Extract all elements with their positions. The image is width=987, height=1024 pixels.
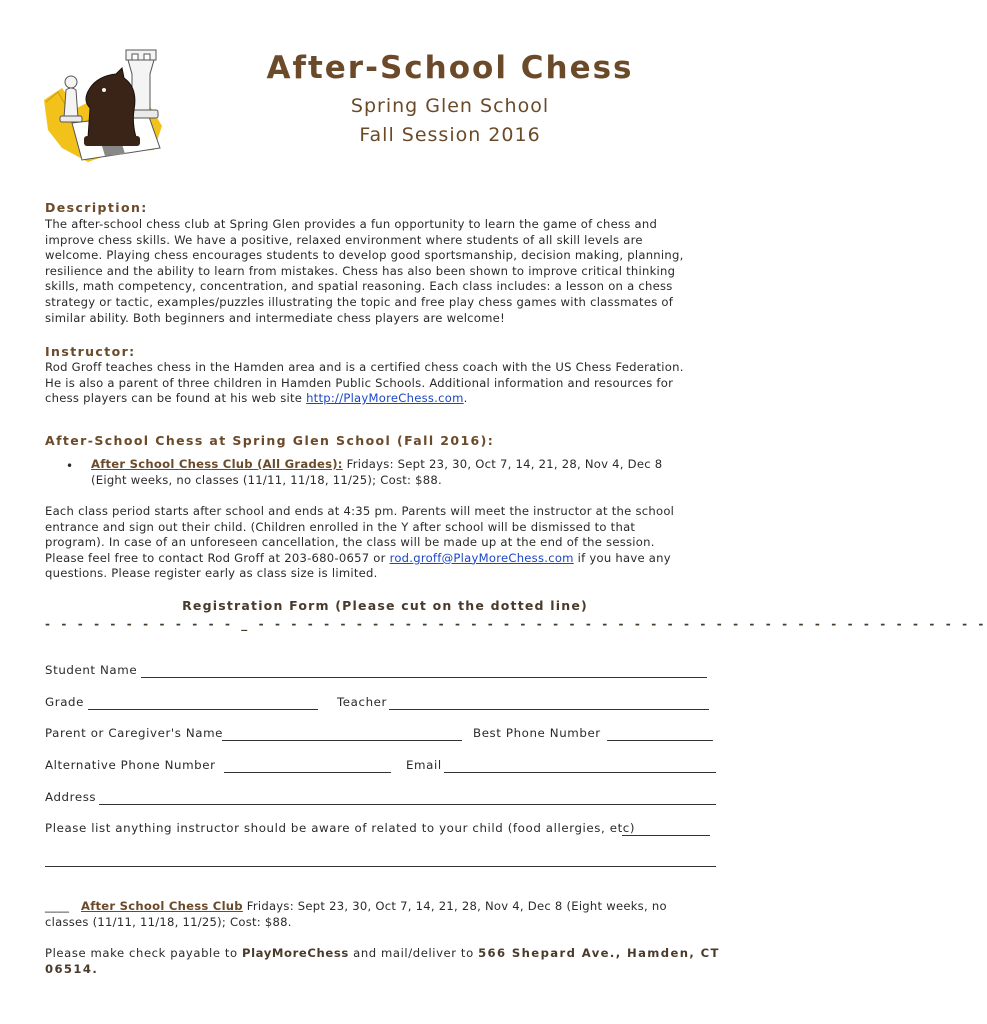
program-heading: After-School Chess at Spring Glen School (Fall 2016): (45, 433, 495, 448)
instructor-line-text: chess players can be found at his web site (45, 391, 307, 406)
student-name-label: Student Name (45, 663, 138, 677)
instructor-heading: Instructor: (45, 344, 136, 359)
best-phone-field[interactable] (607, 740, 713, 741)
description-line: The after-school chess club at Spring Glen provides a fun opportunity to learn the game of chess and (45, 217, 658, 231)
payee-name: PlayMoreChess (242, 946, 349, 960)
description-line: similar ability. Both beginners and intermediate chess players are welcome! (45, 310, 505, 325)
description-line: welcome. Playing chess encourages students to develop good sportsmanship, decision making, planning, (45, 248, 684, 263)
payment-text: Please make check payable to (45, 946, 243, 960)
parent-name-label: Parent or Caregiver's Name (45, 726, 224, 740)
signup-line: classes (11/11, 11/18, 11/25); Cost: $88. (45, 914, 292, 929)
mailing-zip: 06514. (45, 961, 99, 976)
description-heading: Description: (45, 200, 148, 215)
contact-text-end: if you have any (573, 550, 671, 565)
bullet-icon: • (66, 459, 74, 473)
website-link[interactable]: http://PlayMoreChess.com (306, 391, 464, 406)
email-field[interactable] (444, 772, 716, 773)
details-line: Each class period starts after school and ends at 4:35 pm. Parents will meet the instructor at the school (45, 504, 675, 518)
details-line: questions. Please register early as class size is limited. (45, 566, 378, 581)
instructor-notes-label: Please list anything instructor should be aware of related to your child (food allergies, etc) (45, 821, 636, 835)
parent-name-field[interactable] (222, 740, 462, 741)
teacher-label: Teacher (337, 695, 387, 709)
details-line: entrance and sign out their child. (Children enrolled in the Y after school will be dismissed to that (45, 519, 636, 534)
period: . (463, 391, 468, 406)
instructor-notes-field[interactable] (622, 835, 710, 836)
email-link[interactable]: rod.groff@PlayMoreChess.com (389, 550, 574, 565)
program-line (91, 457, 731, 473)
signup-line (45, 899, 725, 915)
instructor-line: Rod Groff teaches chess in the Hamden area and is a certified chess coach with the US Chess Federation. (45, 360, 684, 374)
mailing-address: 566 Shepard Ave., Hamden, CT (478, 946, 720, 960)
program-line: (Eight weeks, no classes (11/11, 11/18, 11/25); Cost: $88. (91, 472, 442, 487)
description-body (45, 217, 725, 326)
signup-club-name: After School Chess Club (81, 899, 243, 913)
grade-field[interactable] (88, 709, 318, 710)
instructor-line (45, 391, 725, 407)
payment-line (45, 946, 725, 962)
teacher-field[interactable] (389, 709, 709, 710)
details-body (45, 504, 725, 582)
session-name: Fall Session 2016 (359, 124, 541, 146)
signup-option (45, 899, 725, 930)
address-label: Address (45, 790, 97, 804)
grade-label: Grade (45, 695, 84, 709)
page-title: After-School Chess (266, 50, 634, 86)
description-line: improve chess skills. We have a positive, relaxed environment where students of all skill levels are (45, 232, 643, 247)
instructor-notes-field-line2[interactable] (45, 866, 716, 867)
payment-text-mid: and mail/deliver to (348, 946, 479, 960)
alt-phone-label: Alternative Phone Number (45, 758, 216, 772)
description-line: skills, math competency, concentration, and spatial reasoning. Each class includes: a lesson on a chess (45, 279, 673, 294)
school-name: Spring Glen School (350, 95, 550, 117)
signup-dates: Fridays: Sept 23, 30, Oct 7, 14, 21, 28, Nov 4, Dec 8 (Eight weeks, no (242, 899, 667, 913)
chess-pieces-icon (42, 48, 172, 166)
contact-text: Please feel free to contact Rod Groff at 203-680-0657 or (45, 550, 390, 565)
signup-checkbox-blank[interactable]: ____ (45, 899, 70, 913)
payment-instructions (45, 946, 725, 977)
club-name: After School Chess Club (All Grades): (91, 457, 343, 471)
alt-phone-field[interactable] (224, 772, 391, 773)
student-name-field[interactable] (141, 677, 707, 678)
instructor-line: He is also a parent of three children in Hamden Public Schools. Additional information and resources for (45, 375, 674, 390)
registration-title: Registration Form (Please cut on the dotted line) (182, 598, 588, 613)
program-item (91, 457, 731, 488)
club-dates: Fridays: Sept 23, 30, Oct 7, 14, 21, 28, Nov 4, Dec 8 (342, 457, 663, 471)
cut-line: - - - - - - - - - - - - _ - - - - - - - - - - - - - - - - - - - - - - - - - - - - - - - - - - - - - - - - - - - - - (45, 617, 987, 631)
address-field[interactable] (99, 804, 716, 805)
details-line (45, 551, 725, 567)
description-line: resilience and the ability to learn from mistakes. Chess has also been shown to improve critical thinking (45, 263, 676, 278)
details-line: program). In case of an unforeseen cancellation, the class will be made up at the end of the session. (45, 535, 655, 550)
best-phone-label: Best Phone Number (473, 726, 601, 740)
description-line: strategy or tactic, examples/puzzles illustrating the topic and free play chess games with classmates of (45, 294, 674, 309)
instructor-body (45, 360, 725, 407)
email-label: Email (406, 758, 442, 772)
